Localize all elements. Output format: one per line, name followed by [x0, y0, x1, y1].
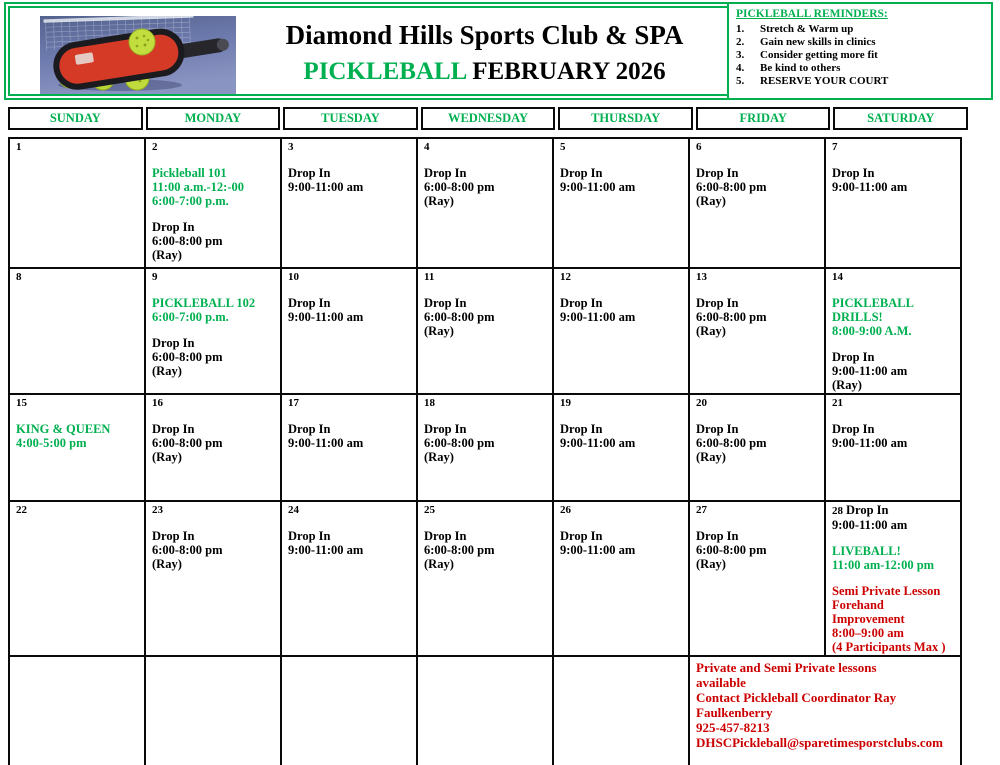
flyer-title: [232, 58, 737, 86]
event-line: Drop In: [696, 166, 739, 180]
date-number: 14: [832, 271, 843, 283]
event-line: 9:00-11:00 am: [288, 436, 364, 450]
event-line: 9:00-11:00 am: [832, 436, 908, 450]
calendar-cell-empty: [553, 656, 689, 765]
reminder-item: Consider getting more fit: [760, 49, 878, 61]
flyer-title-month: FEBRUARY 2026: [465, 58, 666, 85]
event-line: Drop In: [560, 166, 603, 180]
contact-note-line: 925-457-8213: [696, 720, 770, 735]
event-line: 28 Drop In: [832, 503, 889, 517]
calendar-cell-1: [9, 138, 145, 268]
event-line: 9:00-11:00 am: [288, 310, 364, 324]
event-block: [288, 422, 410, 450]
event-block: [16, 422, 138, 450]
event-block: [152, 422, 274, 464]
calendar-cell-14: [825, 268, 961, 394]
event-line: 6:00-8:00 pm: [696, 310, 767, 324]
calendar-cell-6: [689, 138, 825, 268]
event-line: (Ray): [152, 364, 182, 378]
calendar-cell-19: [553, 394, 689, 501]
event-block: [832, 544, 954, 572]
event-block: [424, 529, 546, 571]
event-block: [832, 503, 954, 532]
event-block: [152, 220, 274, 262]
event-line: 6:00-8:00 pm: [696, 436, 767, 450]
event-line: DRILLS!: [832, 310, 883, 324]
event-block: [152, 336, 274, 378]
event-line: 6:00-7:00 p.m.: [152, 194, 229, 208]
event-line: 9:00-11:00 am: [288, 180, 364, 194]
date-number: 28: [832, 505, 843, 517]
event-line: Drop In: [560, 422, 603, 436]
header-titles: [232, 20, 737, 86]
event-block: [424, 166, 546, 208]
contact-note-line: Private and Semi Private lessons: [696, 660, 877, 675]
event-block: [832, 584, 954, 654]
event-block: [696, 166, 818, 208]
calendar-cell-4: [417, 138, 553, 268]
calendar-cell-21: [825, 394, 961, 501]
reminder-item: Gain new skills in clinics: [760, 36, 876, 48]
event-line: Drop In: [560, 296, 603, 310]
event-line: 9:00-11:00 am: [288, 543, 364, 557]
event-block: [696, 529, 818, 571]
date-number: 27: [696, 504, 707, 516]
date-number: 3: [288, 141, 294, 153]
date-number: 22: [16, 504, 27, 516]
event-line: 6:00-8:00 pm: [424, 543, 495, 557]
event-block: [152, 529, 274, 571]
event-line: Drop In: [560, 529, 603, 543]
event-line: Drop In: [696, 529, 739, 543]
event-line: (Ray): [424, 194, 454, 208]
event-line: LIVEBALL!: [832, 544, 901, 558]
contact-note-line: Contact Pickleball Coordinator Ray: [696, 690, 897, 705]
event-block: [560, 166, 682, 194]
event-line: 11:00 a.m.-12:-00: [152, 180, 244, 194]
event-line: KING & QUEEN: [16, 422, 111, 436]
date-number: 4: [424, 141, 430, 153]
day-header-tuesday: TUESDAY: [283, 107, 418, 130]
contact-note: [689, 656, 961, 765]
event-line: Drop In: [288, 166, 331, 180]
calendar-week-row: [9, 501, 961, 656]
event-line: Drop In: [696, 422, 739, 436]
flyer-title-sport: PICKLEBALL: [303, 58, 466, 85]
event-block: [832, 296, 954, 338]
event-line: Drop In: [152, 422, 195, 436]
date-number: 18: [424, 397, 435, 409]
event-line: 9:00-11:00 am: [832, 180, 908, 194]
date-number: 1: [16, 141, 22, 153]
event-block: [288, 529, 410, 557]
event-line: (Ray): [696, 450, 726, 464]
calendar-footer-row: [9, 656, 961, 765]
date-number: 21: [832, 397, 843, 409]
date-number: 5: [560, 141, 566, 153]
calendar-cell-empty: [9, 656, 145, 765]
event-line: 6:00-8:00 pm: [696, 180, 767, 194]
event-line: 11:00 am-12:00 pm: [832, 558, 935, 572]
event-line: 6:00-8:00 pm: [696, 543, 767, 557]
calendar-cell-27: [689, 501, 825, 656]
calendar-cell-8: [9, 268, 145, 394]
calendar-cell-3: [281, 138, 417, 268]
event-line: Drop In: [288, 422, 331, 436]
event-block: [152, 296, 274, 324]
date-number: 8: [16, 271, 22, 283]
event-line: Drop In: [424, 166, 467, 180]
reminders-title: PICKLEBALL REMINDERS:: [736, 8, 888, 20]
calendar-cell-empty: [417, 656, 553, 765]
event-line: 6:00-8:00 pm: [152, 436, 223, 450]
event-line: Drop In: [696, 296, 739, 310]
calendar-cell-empty: [281, 656, 417, 765]
event-line: Drop In: [832, 350, 875, 364]
calendar-cell-9: [145, 268, 281, 394]
day-header-monday: MONDAY: [146, 107, 281, 130]
event-line: Semi Private Lesson: [832, 584, 941, 598]
calendar-cell-12: [553, 268, 689, 394]
date-number: 26: [560, 504, 571, 516]
event-line: 6:00-8:00 pm: [152, 350, 223, 364]
event-line: Forehand Improvement: [832, 598, 905, 626]
event-block: [832, 422, 954, 450]
event-line: (Ray): [696, 194, 726, 208]
date-number: 15: [16, 397, 27, 409]
event-line: 9:00-11:00 am: [560, 436, 636, 450]
day-header-wednesday: WEDNESDAY: [421, 107, 556, 130]
event-line: PICKLEBALL: [832, 296, 914, 310]
event-block: [696, 422, 818, 464]
reminders-box: [727, 2, 993, 100]
event-block: [288, 166, 410, 194]
event-block: [288, 296, 410, 324]
calendar-cell-15: [9, 394, 145, 501]
day-header-friday: FRIDAY: [696, 107, 831, 130]
contact-note-line: DHSCPickleball@sparetimesporstclubs.com: [696, 735, 943, 750]
calendar-cell-16: [145, 394, 281, 501]
calendar-cell-22: [9, 501, 145, 656]
event-line: (Ray): [832, 378, 862, 392]
event-line: 9:00-11:00 am: [832, 364, 908, 378]
calendar-cell-23: [145, 501, 281, 656]
event-line: (4 Participants Max ): [832, 640, 946, 654]
calendar-cell-17: [281, 394, 417, 501]
calendar-cell-20: [689, 394, 825, 501]
calendar-cell-5: [553, 138, 689, 268]
event-block: [560, 529, 682, 557]
date-number: 16: [152, 397, 163, 409]
calendar-cell-11: [417, 268, 553, 394]
event-line: (Ray): [152, 248, 182, 262]
event-line: (Ray): [696, 324, 726, 338]
reminder-item: RESERVE YOUR COURT: [760, 75, 889, 87]
calendar-week-row: [9, 268, 961, 394]
event-line: 8:00-9:00 A.M.: [832, 324, 912, 338]
event-line: (Ray): [152, 557, 182, 571]
event-line: (Ray): [424, 557, 454, 571]
club-name: Diamond Hills Sports Club & SPA: [285, 20, 684, 50]
event-line: Drop In: [424, 296, 467, 310]
event-line: 8:00–9:00 am: [832, 626, 904, 640]
event-line: Drop In: [832, 422, 875, 436]
event-line: 6:00-8:00 pm: [152, 234, 223, 248]
event-line: Drop In: [424, 529, 467, 543]
day-header-row: [8, 107, 968, 130]
event-block: [832, 350, 954, 392]
date-number: 13: [696, 271, 707, 283]
event-block: [560, 296, 682, 324]
pickleball-paddle-photo: [40, 16, 236, 94]
event-line: 9:00-11:00 am: [560, 543, 636, 557]
event-line: Drop In: [424, 422, 467, 436]
date-number: 19: [560, 397, 571, 409]
contact-note-line: available: [696, 675, 746, 690]
date-number: 11: [424, 271, 435, 283]
event-line: 6:00-8:00 pm: [152, 543, 223, 557]
reminder-item: Be kind to others: [760, 62, 841, 74]
date-number: 23: [152, 504, 163, 516]
reminders-list: [736, 23, 984, 88]
calendar-week-row: [9, 394, 961, 501]
event-line: Drop In: [152, 529, 195, 543]
date-number: 10: [288, 271, 299, 283]
event-line: 9:00-11:00 am: [560, 180, 636, 194]
contact-note-line: Faulkenberry: [696, 705, 773, 720]
date-number: 17: [288, 397, 299, 409]
event-line: Drop In: [288, 529, 331, 543]
event-line: 9:00-11:00 am: [832, 518, 908, 532]
date-number: 2: [152, 141, 158, 153]
date-number: 12: [560, 271, 571, 283]
calendar-week-row: [9, 138, 961, 268]
calendar-cell-2: [145, 138, 281, 268]
event-line: 6:00-8:00 pm: [424, 436, 495, 450]
event-line: 6:00-8:00 pm: [424, 180, 495, 194]
event-line: 9:00-11:00 am: [560, 310, 636, 324]
event-line: 6:00-7:00 p.m.: [152, 310, 229, 324]
date-number: 7: [832, 141, 838, 153]
event-block: [424, 296, 546, 338]
calendar-body: [9, 138, 961, 765]
event-line: (Ray): [152, 450, 182, 464]
day-header-saturday: SATURDAY: [833, 107, 968, 130]
date-number: 6: [696, 141, 702, 153]
event-line: PICKLEBALL 102: [152, 296, 256, 310]
date-number: 20: [696, 397, 707, 409]
calendar-cell-25: [417, 501, 553, 656]
event-line: Drop In: [832, 166, 875, 180]
event-block: [832, 166, 954, 194]
calendar-cell-24: [281, 501, 417, 656]
event-line: Pickleball 101: [152, 166, 227, 180]
event-block: [696, 296, 818, 338]
calendar-cell-28: [825, 501, 961, 656]
date-number: 25: [424, 504, 435, 516]
calendar-cell-13: [689, 268, 825, 394]
event-line: Drop In: [152, 220, 195, 234]
calendar-cell-26: [553, 501, 689, 656]
event-block: [424, 422, 546, 464]
event-line: (Ray): [424, 324, 454, 338]
date-number: 9: [152, 271, 158, 283]
calendar-cell-10: [281, 268, 417, 394]
day-header-thursday: THURSDAY: [558, 107, 693, 130]
event-line: 4:00-5:00 pm: [16, 436, 87, 450]
event-block: [560, 422, 682, 450]
calendar-cell-18: [417, 394, 553, 501]
event-line: 6:00-8:00 pm: [424, 310, 495, 324]
event-line: Drop In: [152, 336, 195, 350]
event-line: Drop In: [288, 296, 331, 310]
day-header-sunday: SUNDAY: [8, 107, 143, 130]
event-block: [152, 166, 274, 208]
date-number: 24: [288, 504, 299, 516]
calendar-table: [8, 137, 962, 765]
reminder-item: Stretch & Warm up: [760, 23, 854, 35]
calendar-cell-empty: [145, 656, 281, 765]
calendar-cell-7: [825, 138, 961, 268]
event-line: (Ray): [424, 450, 454, 464]
event-line: (Ray): [696, 557, 726, 571]
